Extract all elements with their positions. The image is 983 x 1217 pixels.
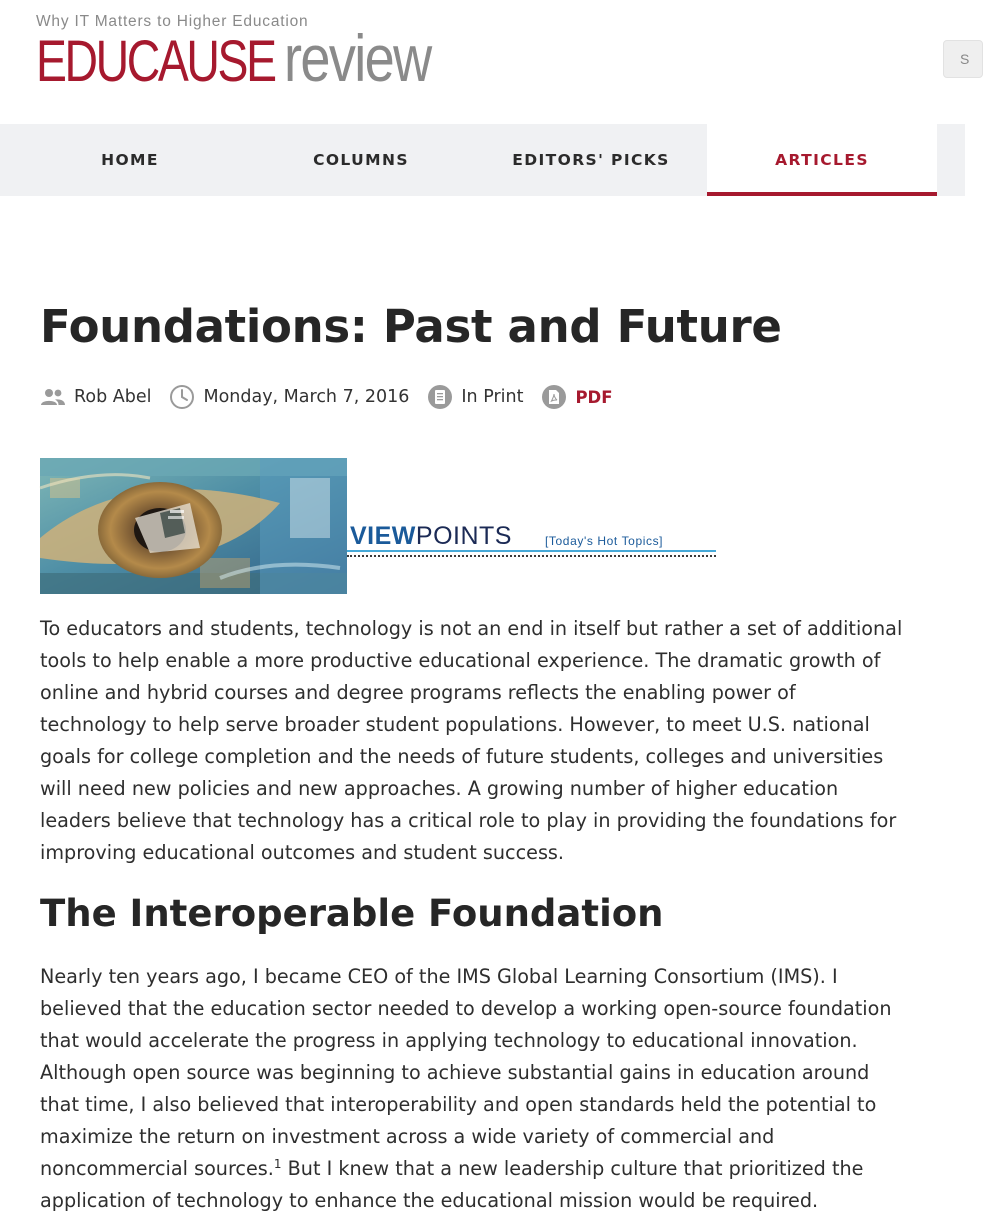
main-nav: [0, 124, 965, 196]
paragraph-line: To educators and students, technology is not an end in itself but rather a set of additional: [40, 617, 903, 640]
people-icon: [40, 384, 66, 410]
search-input[interactable]: S: [943, 40, 983, 78]
paragraph-line: that would accelerate the progress in applying technology to educational innovation.: [40, 1029, 858, 1052]
publish-date: Monday, March 7, 2016: [203, 387, 410, 407]
section-heading: The Interoperable Foundation: [40, 892, 664, 935]
viewpoints-dotted-rule: [347, 555, 716, 557]
viewpoints-rule: [347, 550, 716, 552]
author-name[interactable]: Rob Abel: [74, 387, 152, 407]
body-paragraph: [40, 961, 945, 1217]
viewpoints-view: VIEW: [350, 522, 416, 550]
nav-item-home[interactable]: HOME: [101, 151, 159, 169]
pdf-link[interactable]: PDF: [575, 387, 613, 407]
footnote-link[interactable]: 1: [273, 1157, 282, 1171]
meta-date: [169, 384, 409, 410]
document-icon: [427, 384, 453, 410]
nav-item-editors-picks[interactable]: EDITORS' PICKS: [512, 151, 670, 169]
logo-educause: EDUCAUSE: [36, 29, 275, 94]
viewpoints-banner: [40, 458, 720, 594]
paragraph-line: maximize the return on investment across a wide variety of commercial and: [40, 1125, 775, 1148]
nav-item-columns[interactable]: COLUMNS: [313, 151, 409, 169]
viewpoints-points: POINTS: [415, 522, 512, 550]
viewpoints-title: [350, 522, 512, 551]
paragraph-line: Nearly ten years ago, I became CEO of the IMS Global Learning Consortium (IMS). I: [40, 965, 838, 988]
site-header: [0, 0, 970, 124]
paragraph-line: goals for college completion and the needs of future students, colleges and universities: [40, 745, 884, 768]
paragraph-line: will need new policies and new approaches. A growing number of higher education: [40, 777, 839, 800]
article-title: Foundations: Past and Future: [40, 300, 782, 353]
meta-pdf: [541, 384, 612, 410]
paragraph-line: Although open source was beginning to achieve substantial gains in education around: [40, 1061, 870, 1084]
clock-icon: [169, 384, 195, 410]
paragraph-line: tools to help enable a more productive educational experience. The dramatic growth of: [40, 649, 881, 672]
logo-review: review: [284, 21, 431, 95]
pdf-document-icon: [541, 384, 567, 410]
paragraph-text: But I knew that a new leadership culture that prioritized the: [281, 1157, 864, 1180]
article-meta: [40, 382, 631, 412]
paragraph-line: that time, I also believed that interoperability and open standards held the potential to: [40, 1093, 877, 1116]
paragraph-line: improving educational outcomes and student success.: [40, 841, 565, 864]
paragraph-line: [40, 1153, 945, 1185]
meta-author: [40, 384, 151, 410]
paragraph-line: application of technology to enhance the educational mission would be required.: [40, 1189, 819, 1212]
paragraph-text: noncommercial sources.: [40, 1157, 274, 1180]
meta-in-print: [427, 384, 523, 410]
in-print-label: In Print: [461, 387, 524, 407]
paragraph-line: online and hybrid courses and degree programs reflects the enabling power of: [40, 681, 796, 704]
paragraph-line: believed that the education sector needed to develop a working open-source foundation: [40, 997, 892, 1020]
paragraph-line: leaders believe that technology has a critical role to play in providing the foundations for: [40, 809, 897, 832]
viewpoints-subtitle: [Today's Hot Topics]: [545, 534, 664, 548]
intro-paragraph: [40, 613, 945, 869]
viewpoints-eye-image: [40, 458, 347, 594]
paragraph-line: technology to help serve broader student populations. However, to meet U.S. national: [40, 713, 870, 736]
nav-item-articles[interactable]: ARTICLES: [707, 124, 937, 196]
site-tagline: Why IT Matters to Higher Education: [36, 13, 309, 30]
